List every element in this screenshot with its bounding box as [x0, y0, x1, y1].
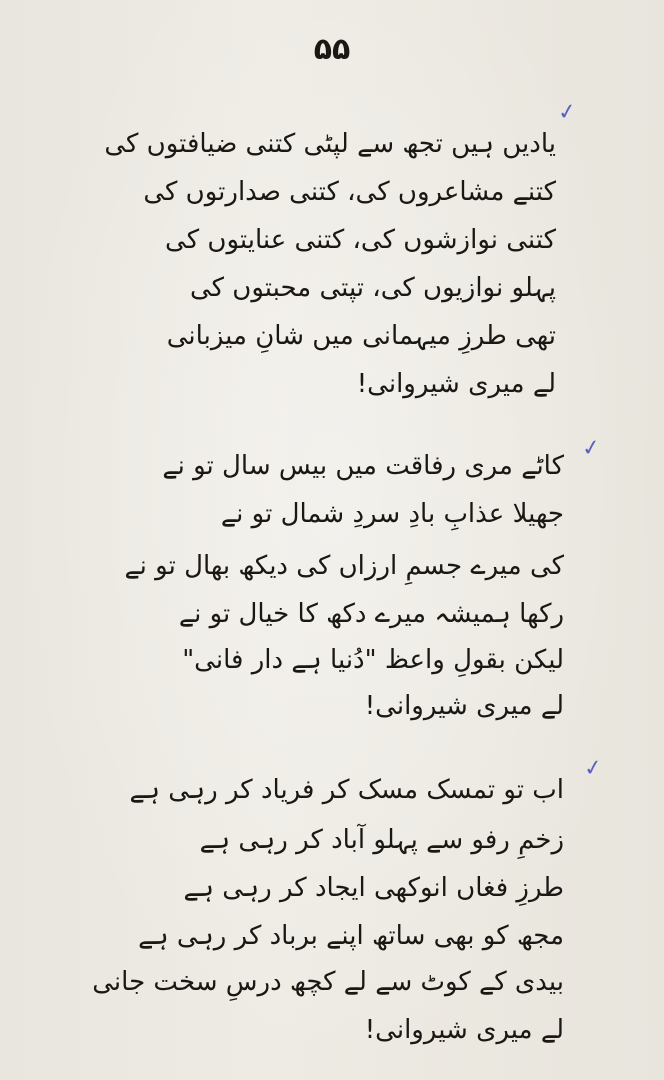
verse-line: کتنے مشاعروں کی، کتنی صدارتوں کی: [143, 177, 556, 207]
verse-line: یادیں ہیں تجھ سے لپٹی کتنی ضیافتوں کی: [104, 129, 556, 159]
verse-line: کاٹے مری رفاقت میں بیس سال تو نے: [162, 451, 564, 481]
refrain-line: لے میری شیروانی!: [364, 691, 564, 721]
verse-line: لیکن بقولِ واعظ "دُنیا ہے دار فانی": [182, 645, 564, 675]
verse-line: اب تو تمسک مسک کر فریاد کر رہی ہے: [129, 775, 564, 805]
refrain-line: لے میری شیروانی!: [356, 369, 556, 399]
check-mark-icon: ✓: [556, 98, 579, 127]
check-mark-icon: ✓: [580, 434, 603, 463]
verse-line: مجھ کو بھی ساتھ اپنے برباد کر رہی ہے: [138, 921, 564, 951]
verse-line: تھی طرزِ میہمانی میں شانِ میزبانی: [166, 321, 556, 351]
verse-line: کی میرے جسمِ ارزاں کی دیکھ بھال تو نے: [124, 551, 564, 581]
verse-line: طرزِ فغاں انوکھی ایجاد کر رہی ہے: [183, 873, 564, 903]
refrain-line: لے میری شیروانی!: [364, 1015, 564, 1045]
verse-line: جھیلا عذابِ بادِ سردِ شمال تو نے: [220, 499, 564, 529]
verse-line: کتنی نوازشوں کی، کتنی عنایتوں کی: [165, 225, 556, 255]
verse-line: زخمِ رفو سے پہلو آباد کر رہی ہے: [199, 825, 564, 855]
page-number: ۵۵: [313, 32, 351, 67]
verse-line: بیدی کے کوٹ سے لے کچھ درسِ سخت جانی: [92, 967, 564, 997]
verse-line: رکھا ہمیشہ میرے دکھ کا خیال تو نے: [178, 599, 564, 629]
check-mark-icon: ✓: [582, 754, 605, 783]
verse-line: پہلو نوازیوں کی، تپتی محبتوں کی: [189, 273, 556, 303]
